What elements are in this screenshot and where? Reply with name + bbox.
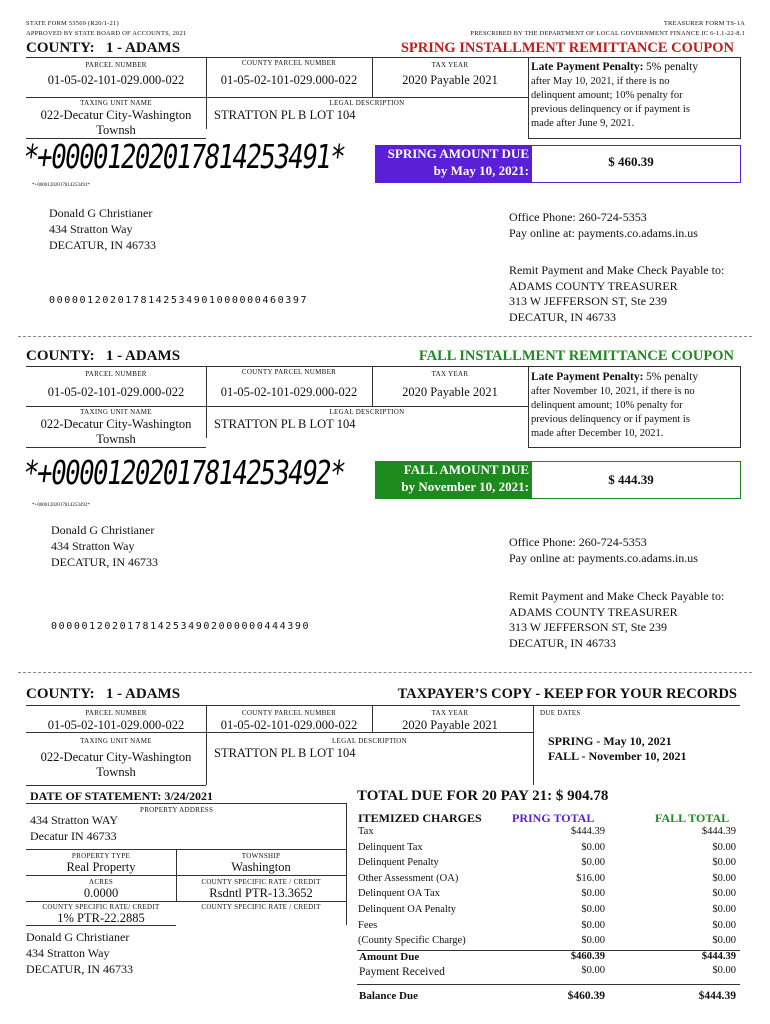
office-phone: Office Phone: 260-724-5353 [509, 210, 647, 224]
charge-label: Delinquent Penalty [358, 857, 439, 869]
charge-spring-amount: $0.00 [581, 841, 605, 853]
owner-city: DECATUR, IN 46733 [26, 962, 133, 976]
spring-total-heading: PRING TOTAL [512, 811, 595, 825]
csrc-label-right: COUNTY SPECIFIC RATE / CREDIT [201, 878, 321, 886]
fall-amount: $ 444.39 [608, 472, 654, 487]
fall-coupon-title: FALL INSTALLMENT REMITTANCE COUPON [418, 348, 734, 364]
penalty-line: delinquent amount; 10% penalty for [531, 400, 683, 411]
remit-line: 313 W JEFFERSON ST, Ste 239 [509, 620, 668, 634]
owner-street: 434 Stratton Way [26, 946, 110, 960]
charge-fall-amount: $444.39 [701, 826, 736, 837]
amount-label-line1: FALL AMOUNT DUE [403, 462, 529, 477]
charge-label: Fees [358, 919, 378, 931]
amount-label-line1: SPRING AMOUNT DUE [387, 146, 529, 161]
county-parcel-label: COUNTY PARCEL NUMBER [241, 59, 337, 67]
property-address-label: PROPERTY ADDRESS [140, 806, 214, 814]
pay-online-link: Pay online at: payments.co.adams.in.us [509, 226, 698, 240]
charge-spring-amount: $444.39 [570, 826, 605, 837]
copy-county [26, 686, 180, 703]
property-type: Real Property [66, 860, 136, 874]
tax-year: 2020 Payable 2021 [402, 718, 498, 732]
total-due: TOTAL DUE FOR 20 PAY 21: $ 904.78 [357, 788, 609, 804]
charge-spring-amount: $0.00 [581, 857, 605, 869]
fall-barcode: *+0000120201781425349​2* [20, 453, 347, 492]
county-value: 1 - ADAMS [105, 40, 181, 56]
charge-label: Delinquent OA Penalty [358, 904, 456, 915]
csrc-right: Rsdntl PTR-13.3652 [209, 886, 313, 900]
charge-label: (County Specific Charge) [358, 935, 466, 947]
charge-label: Tax [358, 826, 374, 837]
penalty-title: Late Payment Penalty: [531, 371, 644, 383]
tax-year-label: TAX YEAR [431, 61, 469, 69]
county-parcel-number: 01-05-02-101-029.000-022 [220, 73, 358, 87]
penalty-line: previous delinquency or if payment is [531, 104, 690, 115]
parcel-number-label: PARCEL NUMBER [85, 370, 147, 378]
acres-label: ACRES [88, 878, 114, 886]
parcel-number: 01-05-02-101-029.000-022 [47, 718, 185, 732]
spring-barcode-text: *+0000120201781425349​1* [32, 183, 90, 188]
county-label: COUNTY: [26, 686, 95, 702]
form-prescribed-right: PRESCRIBED BY THE DEPARTMENT OF LOCAL GOVERNMENT FINANCE IC 6-1.1-22-8.1 [470, 30, 745, 37]
fall-owner-address [51, 522, 158, 570]
parcel-number: 01-05-02-101-029.000-022 [47, 385, 185, 399]
fall-county [26, 348, 180, 365]
remit-line: Remit Payment and Make Check Payable to: [509, 589, 725, 603]
penalty-line: made after June 9, 2021. [531, 118, 635, 129]
taxing-unit-line1: 022-Decatur City-Washington [40, 417, 192, 431]
charge-spring-amount: $0.00 [581, 919, 605, 931]
tax-year: 2020 Payable 2021 [402, 385, 498, 399]
amount-due-fall: $444.39 [701, 951, 736, 962]
taxing-unit [26, 108, 206, 138]
due-date-spring: SPRING - May 10, 2021 [548, 734, 672, 748]
office-phone: Office Phone: 260-724-5353 [509, 535, 647, 549]
penalty-line: previous delinquency or if payment is [531, 414, 690, 425]
penalty-line: made after December 10, 2021. [531, 428, 664, 439]
legal-description-label: LEGAL DESCRIPTION [329, 99, 405, 107]
charge-label: Other Assessment (OA) [358, 872, 459, 884]
charge-label: Delinquent OA Tax [358, 888, 440, 900]
charge-spring-amount: $0.00 [581, 935, 605, 947]
taxing-unit-line1: 022-Decatur City-Washington [40, 750, 192, 764]
spring-penalty-text [531, 60, 741, 131]
property-address-line1: 434 Stratton WAY [30, 813, 119, 827]
property-address-line2: Decatur IN 46733 [30, 829, 117, 843]
taxing-unit-label: TAXING UNIT NAME [80, 408, 152, 416]
taxing-unit-line2: Townsh [96, 432, 136, 446]
payment-received-spring: $0.00 [581, 965, 605, 976]
taxing-unit [26, 417, 206, 447]
remit-line: DECATUR, IN 46733 [509, 635, 616, 650]
due-dates-label: DUE DATES [540, 709, 581, 717]
property-type-label: PROPERTY TYPE [71, 852, 131, 860]
legal-description-label: LEGAL DESCRIPTION [329, 408, 405, 416]
charge-spring-amount: $0.00 [581, 888, 605, 900]
property-address [30, 812, 118, 844]
taxing-unit [26, 750, 206, 780]
county-parcel-number: 01-05-02-101-029.000-022 [220, 385, 358, 399]
form-approval-left: APPROVED BY STATE BOARD OF ACCOUNTS, 2021 [26, 30, 187, 37]
charge-fall-amount: $0.00 [712, 919, 736, 931]
remit-line: ADAMS COUNTY TREASURER [509, 604, 678, 619]
legal-description: STRATTON PL B LOT 104 [214, 108, 356, 122]
tax-year: 2020 Payable 2021 [402, 73, 498, 87]
taxing-unit-line1: 022-Decatur City-Washington [40, 108, 192, 122]
owner-name: Donald G Christianer [51, 523, 155, 537]
copy-owner-address [26, 929, 133, 977]
township-label: TOWNSHIP [241, 852, 281, 860]
parcel-number: 01-05-02-101-029.000-022 [47, 73, 185, 87]
charge-fall-amount: $0.00 [712, 888, 736, 900]
remit-line: DECATUR, IN 46733 [509, 309, 616, 324]
charge-spring-amount: $0.00 [581, 904, 605, 915]
tear-line [18, 672, 752, 673]
county-parcel-label: COUNTY PARCEL NUMBER [241, 368, 337, 376]
fall-barcode-text: *+0000120201781425349​2* [32, 503, 90, 508]
amount-due-label: Amount Due [359, 951, 420, 963]
county-value: 1 - ADAMS [105, 686, 181, 702]
fall-penalty-text [531, 370, 741, 441]
payment-received-label: Payment Received [359, 966, 445, 978]
tear-line [18, 336, 752, 337]
charge-fall-amount: $0.00 [712, 935, 736, 947]
charge-fall-amount: $0.00 [712, 857, 736, 869]
owner-city: DECATUR, IN 46733 [49, 238, 156, 252]
remit-line: ADAMS COUNTY TREASURER [509, 278, 678, 293]
tax-year-label: TAX YEAR [431, 709, 469, 717]
spring-scanline: 0000012020178142534901000000460397 [49, 295, 309, 306]
owner-name: Donald G Christianer [26, 930, 130, 944]
county-parcel-number: 01-05-02-101-029.000-022 [220, 718, 358, 732]
due-dates [548, 734, 687, 764]
penalty-line: after May 10, 2021, if there is no [531, 76, 670, 87]
county-label: COUNTY: [26, 348, 95, 364]
owner-name: Donald G Christianer [49, 206, 153, 220]
tax-year-label: TAX YEAR [431, 370, 469, 378]
parcel-number-label: PARCEL NUMBER [85, 61, 147, 69]
spring-remit-info [509, 263, 724, 325]
charge-fall-amount: $0.00 [712, 872, 736, 884]
owner-street: 434 Stratton Way [51, 539, 135, 553]
county-parcel-label: COUNTY PARCEL NUMBER [241, 709, 337, 717]
penalty-title: Late Payment Penalty: [531, 61, 644, 73]
charge-fall-amount: $0.00 [712, 841, 736, 853]
pay-online-link: Pay online at: payments.co.adams.in.us [509, 551, 698, 565]
fall-remit-info [509, 589, 724, 651]
legal-description: STRATTON PL B LOT 104 [214, 746, 356, 760]
owner-city: DECATUR, IN 46733 [51, 555, 158, 569]
spring-amount: $ 460.39 [608, 154, 654, 169]
penalty-line: after November 10, 2021, if there is no [531, 386, 695, 397]
csrc-label-left: COUNTY SPECIFIC RATE/ CREDIT [42, 903, 160, 911]
owner-street: 434 Stratton Way [49, 222, 133, 236]
due-date-fall: FALL - November 10, 2021 [548, 749, 687, 763]
spring-county [26, 40, 180, 57]
fall-amount-label [375, 461, 529, 495]
county-label: COUNTY: [26, 40, 95, 56]
form-id-right: TREASURER FORM TS-1A [663, 20, 745, 27]
spring-coupon-title: SPRING INSTALLMENT REMITTANCE COUPON [400, 40, 734, 56]
csrc-left: 1% PTR-22.2885 [57, 911, 145, 925]
fall-office-info [509, 534, 698, 566]
payment-received-fall: $0.00 [712, 965, 736, 976]
penalty-rate: 5% penalty [646, 371, 699, 383]
taxing-unit-label: TAXING UNIT NAME [80, 99, 152, 107]
legal-description-label: LEGAL DESCRIPTION [331, 737, 408, 745]
parcel-number-label: PARCEL NUMBER [85, 709, 147, 717]
taxing-unit-line2: Townsh [96, 765, 136, 779]
spring-barcode: *+0000120201781425349​1* [20, 137, 347, 176]
amount-label-line2: by May 10, 2021: [433, 163, 529, 178]
balance-due-fall: $444.39 [698, 990, 736, 1002]
fall-total-heading: FALL TOTAL [655, 811, 730, 825]
acres: 0.0000 [83, 886, 119, 900]
csrc-label-right2: COUNTY SPECIFIC RATE / CREDIT [201, 903, 321, 911]
spring-owner-address [49, 205, 156, 253]
itemized-charges-heading: ITEMIZED CHARGES [358, 811, 482, 825]
statement-date: DATE OF STATEMENT: 3/24/2021 [30, 789, 214, 803]
taxing-unit-line2: Townsh [96, 123, 136, 137]
spring-office-info [509, 209, 698, 241]
township: Washington [231, 860, 291, 874]
charge-fall-amount: $0.00 [712, 904, 736, 915]
remit-line: 313 W JEFFERSON ST, Ste 239 [509, 294, 668, 308]
balance-due-spring: $460.39 [567, 990, 605, 1002]
taxpayer-copy-title: TAXPAYER’S COPY - KEEP FOR YOUR RECORDS [397, 686, 737, 702]
balance-due-label: Balance Due [359, 990, 418, 1002]
amount-due-spring: $460.39 [570, 951, 605, 962]
spring-amount-label [375, 145, 529, 179]
penalty-rate: 5% penalty [646, 61, 699, 73]
legal-description: STRATTON PL B LOT 104 [214, 417, 356, 431]
form-id-left: STATE FORM 53569 (R20/1-21) [26, 20, 119, 27]
charge-spring-amount: $16.00 [576, 872, 605, 884]
county-value: 1 - ADAMS [105, 348, 181, 364]
taxing-unit-label: TAXING UNIT NAME [80, 737, 152, 745]
charge-label: Delinquent Tax [358, 841, 423, 853]
remit-line: Remit Payment and Make Check Payable to: [509, 263, 725, 277]
amount-label-line2: by November 10, 2021: [401, 479, 529, 494]
penalty-line: delinquent amount; 10% penalty for [531, 90, 683, 101]
fall-scanline: 0000012020178142534902000000444390 [51, 621, 311, 632]
